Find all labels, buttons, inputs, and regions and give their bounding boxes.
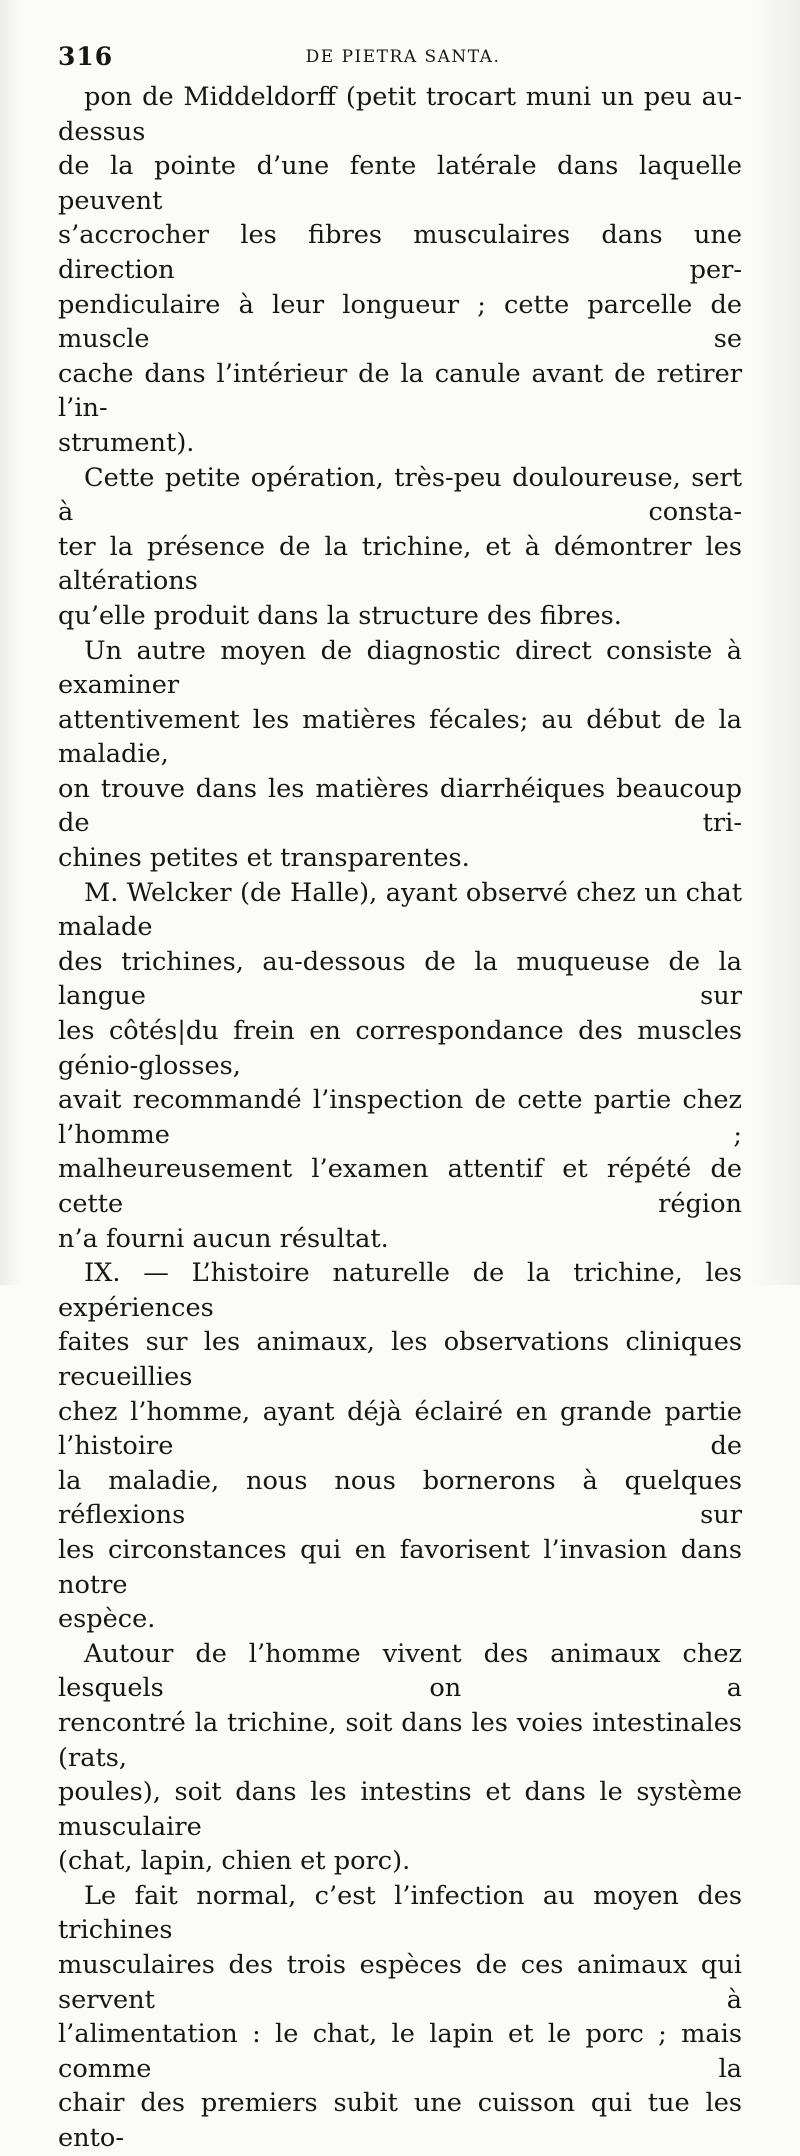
text-line: qu’elle produit dans la structure des fibres.	[58, 600, 622, 631]
text-line: attentivement les matières fécales; au début de la maladie,	[58, 704, 742, 770]
text-line: chines petites et transparentes.	[58, 843, 470, 874]
scan-shadow-left	[0, 0, 22, 1285]
text-line: cache dans l’intérieur de la canule avant de retirer l’in-	[58, 358, 742, 424]
text-line: pon de Middeldorff (petit trocart muni un peu au-dessus	[58, 82, 742, 147]
text-line: l’alimentation : le chat, le lapin et le porc ; mais comme la	[58, 2019, 742, 2084]
text-line: les circonstances qui en favorisent l’invasion dans notre	[58, 1534, 742, 1600]
text-line: les côtés|du frein en correspondance des muscles génio-glosses,	[58, 1016, 742, 1081]
text-line: s’accrocher les fibres musculaires dans une direction per-	[58, 220, 742, 285]
text-line: (chat, lapin, chien et porc).	[58, 1846, 411, 1877]
text-line: pendiculaire à leur longueur ; cette parcelle de muscle se	[58, 289, 742, 355]
text-line: chez l’homme, ayant déjà éclairé en grande partie l’histoire de	[58, 1396, 742, 1462]
text-line: avait recommandé l’inspection de cette partie chez l’homme ;	[58, 1085, 742, 1150]
page-number: 316	[58, 42, 114, 71]
running-head: DE PIETRA SANTA.	[305, 47, 501, 67]
text-line: Cette petite opération, très-peu douloureuse, sert à consta-	[58, 462, 742, 528]
text-line: des trichines, au-dessous de la muqueuse de la langue sur	[58, 946, 742, 1012]
text-line: Autour de l’homme vivent des animaux chez lesquels on a	[58, 1638, 742, 1704]
text-line: chair des premiers subit une cuisson qui tue les ento-	[58, 2088, 742, 2154]
text-line: n’a fourni aucun résultat.	[58, 1223, 389, 1254]
text-line: espèce.	[58, 1604, 156, 1635]
text-line: strument).	[58, 427, 195, 458]
text-line: poules), soit dans les intestins et dans le système musculaire	[58, 1777, 742, 1842]
text-line: Un autre moyen de diagnostic direct consiste à examiner	[58, 635, 742, 701]
body-text	[58, 80, 742, 2156]
text-line: de la pointe d’une fente latérale dans laquelle peuvent	[58, 151, 742, 216]
text-line: M. Welcker (de Halle), ayant observé chez un chat malade	[58, 877, 742, 943]
text-line: faites sur les animaux, les observations cliniques recueillies	[58, 1327, 742, 1392]
scan-shadow-right	[750, 0, 800, 1285]
text-line: rencontré la trichine, soit dans les voies intestinales (rats,	[58, 1707, 742, 1773]
text-line: malheureusement l’examen attentif et répété de cette région	[58, 1154, 742, 1219]
text-line: ter la présence de la trichine, et à démontrer les altérations	[58, 531, 742, 597]
text-line: on trouve dans les matières diarrhéiques beaucoup de tri-	[58, 773, 742, 839]
page-header	[58, 40, 748, 76]
text-line: Le fait normal, c’est l’infection au moyen des trichines	[58, 1880, 742, 1946]
text-line: musculaires des trois espèces de ces animaux qui servent à	[58, 1950, 742, 2015]
text-line: la maladie, nous nous bornerons à quelques réflexions sur	[58, 1465, 742, 1531]
text-line: IX. — L’histoire naturelle de la trichine, les expériences	[58, 1258, 742, 1323]
